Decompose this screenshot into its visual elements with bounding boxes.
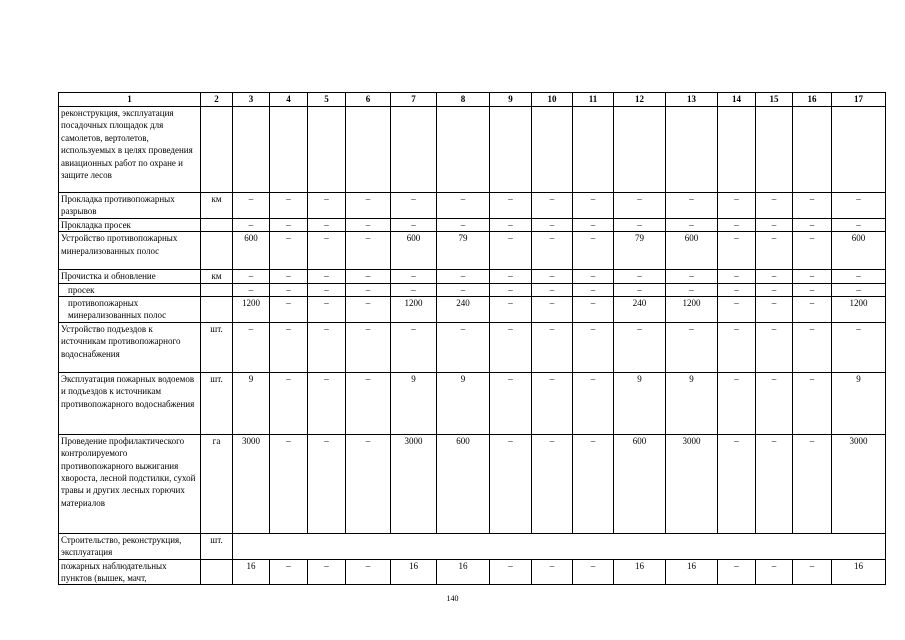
value-cell: – <box>793 283 832 296</box>
value-cell: – <box>391 322 437 372</box>
value-cell: – <box>666 322 718 372</box>
value-cell: – <box>437 322 490 372</box>
value-cell: 9 <box>233 372 270 434</box>
value-cell: – <box>756 218 793 231</box>
row-name-cell: реконструкция, эксплуатация посадочных площадок для самолетов, вертолетов, используемых в целях проведения авиационных работ по охране и защите лесов <box>59 107 201 193</box>
value-cell: 9 <box>614 372 666 434</box>
row-name-cell: просек <box>59 283 201 296</box>
value-cell: – <box>532 322 573 372</box>
value-cell: – <box>832 193 886 219</box>
column-header-10: 10 <box>532 93 573 107</box>
value-cell: – <box>532 232 573 270</box>
value-cell: – <box>666 193 718 219</box>
value-cell: – <box>832 283 886 296</box>
table-row <box>59 283 886 296</box>
value-cell: – <box>308 559 346 585</box>
value-cell: – <box>270 372 308 434</box>
value-cell: – <box>756 283 793 296</box>
value-cell: – <box>308 372 346 434</box>
value-cell: – <box>532 218 573 231</box>
value-cell <box>832 107 886 193</box>
unit-cell: шт. <box>201 372 233 434</box>
value-cell: – <box>308 232 346 270</box>
value-cell <box>666 107 718 193</box>
value-cell: – <box>573 218 614 231</box>
value-cell: 600 <box>666 232 718 270</box>
value-cell: – <box>270 434 308 533</box>
value-cell <box>346 107 391 193</box>
value-cell: – <box>793 193 832 219</box>
value-cell: – <box>793 559 832 585</box>
unit-cell: шт. <box>201 322 233 372</box>
value-cell: – <box>573 232 614 270</box>
table-row <box>59 322 886 372</box>
unit-cell: км <box>201 270 233 283</box>
unit-cell <box>201 297 233 323</box>
value-cell <box>233 107 270 193</box>
value-cell: – <box>614 193 666 219</box>
value-cell: 9 <box>832 372 886 434</box>
value-cell: – <box>490 297 532 323</box>
value-cell: 3000 <box>391 434 437 533</box>
column-header-1: 1 <box>59 93 201 107</box>
value-cell: – <box>346 232 391 270</box>
value-cell: – <box>718 283 756 296</box>
value-cell: – <box>308 434 346 533</box>
forest-fire-measures-table <box>58 92 886 585</box>
table-row <box>59 107 886 193</box>
value-cell: 16 <box>614 559 666 585</box>
value-cell: – <box>832 218 886 231</box>
value-cell <box>756 107 793 193</box>
value-cell: – <box>490 559 532 585</box>
value-cell: – <box>490 218 532 231</box>
value-cell <box>718 107 756 193</box>
value-cell: 600 <box>614 434 666 533</box>
value-cell: 16 <box>666 559 718 585</box>
value-cell: 1200 <box>832 297 886 323</box>
value-cell: – <box>532 283 573 296</box>
value-cell: 600 <box>233 232 270 270</box>
value-cell: – <box>346 270 391 283</box>
column-header-11: 11 <box>573 93 614 107</box>
value-cell: 600 <box>437 434 490 533</box>
value-cell: 3000 <box>832 434 886 533</box>
row-name-cell: Устройство подъездов к источникам противопожарного водоснабжения <box>59 322 201 372</box>
unit-cell: км <box>201 193 233 219</box>
value-cell: – <box>346 193 391 219</box>
value-cell <box>614 107 666 193</box>
page-number: 140 <box>446 594 459 603</box>
value-cell: 1200 <box>391 297 437 323</box>
value-cell: – <box>756 559 793 585</box>
value-cell: – <box>718 193 756 219</box>
value-cell: – <box>490 193 532 219</box>
column-header-15: 15 <box>756 93 793 107</box>
value-cell: – <box>270 559 308 585</box>
value-cell <box>391 107 437 193</box>
value-cell: – <box>346 283 391 296</box>
column-header-12: 12 <box>614 93 666 107</box>
value-cell: – <box>233 270 270 283</box>
value-cell: – <box>756 322 793 372</box>
value-cell: – <box>346 434 391 533</box>
value-cell: – <box>490 372 532 434</box>
value-cell: – <box>756 297 793 323</box>
value-cell: – <box>718 322 756 372</box>
value-cell: – <box>718 372 756 434</box>
row-name-cell: противопожарных минерализованных полос <box>59 297 201 323</box>
value-cell <box>573 107 614 193</box>
column-header-8: 8 <box>437 93 490 107</box>
table-row <box>59 232 886 270</box>
value-cell: – <box>573 283 614 296</box>
value-cell: – <box>270 283 308 296</box>
column-header-4: 4 <box>270 93 308 107</box>
value-cell <box>490 107 532 193</box>
value-cell: – <box>233 193 270 219</box>
value-cell: – <box>718 232 756 270</box>
table-row <box>59 270 886 283</box>
value-cell: – <box>573 559 614 585</box>
value-cell: – <box>270 297 308 323</box>
column-header-17: 17 <box>832 93 886 107</box>
column-header-16: 16 <box>793 93 832 107</box>
value-cell: – <box>756 434 793 533</box>
value-cell: – <box>793 322 832 372</box>
value-cell: 16 <box>233 559 270 585</box>
value-cell: – <box>346 297 391 323</box>
value-cell: 16 <box>832 559 886 585</box>
value-cell: – <box>718 559 756 585</box>
value-cell: – <box>270 193 308 219</box>
row-name-cell: Прочистка и обновление <box>59 270 201 283</box>
value-cell: 1200 <box>233 297 270 323</box>
value-cell: – <box>308 322 346 372</box>
value-cell: – <box>666 270 718 283</box>
value-cell: 9 <box>391 372 437 434</box>
value-cell: – <box>666 283 718 296</box>
column-header-6: 6 <box>346 93 391 107</box>
value-cell: – <box>532 270 573 283</box>
unit-cell: га <box>201 434 233 533</box>
value-cell: – <box>437 270 490 283</box>
value-cell: 240 <box>614 297 666 323</box>
row-name-cell: пожарных наблюдательных пунктов (вышек, мачт, <box>59 559 201 585</box>
value-cell: – <box>308 193 346 219</box>
column-header-7: 7 <box>391 93 437 107</box>
column-header-3: 3 <box>233 93 270 107</box>
value-cell <box>532 107 573 193</box>
value-cell: – <box>573 270 614 283</box>
value-cell: 79 <box>614 232 666 270</box>
table-row <box>59 372 886 434</box>
value-cell: 9 <box>666 372 718 434</box>
value-cell: – <box>308 218 346 231</box>
value-cell: – <box>756 372 793 434</box>
row-name-cell: Прокладка противопожарных разрывов <box>59 193 201 219</box>
value-cell: 16 <box>391 559 437 585</box>
value-cell: – <box>832 322 886 372</box>
column-header-14: 14 <box>718 93 756 107</box>
value-cell: – <box>532 372 573 434</box>
value-cell: – <box>233 283 270 296</box>
value-cell: – <box>832 270 886 283</box>
value-cell: – <box>346 322 391 372</box>
value-cell: – <box>437 218 490 231</box>
column-header-9: 9 <box>490 93 532 107</box>
value-cell: – <box>666 218 718 231</box>
value-cell: – <box>308 270 346 283</box>
value-cell: – <box>391 193 437 219</box>
value-cell: – <box>614 218 666 231</box>
value-cell: – <box>308 283 346 296</box>
table-row <box>59 434 886 533</box>
value-cell: – <box>233 322 270 372</box>
value-cell: – <box>756 270 793 283</box>
unit-cell: шт. <box>201 533 233 559</box>
value-cell: – <box>346 372 391 434</box>
value-cell: – <box>793 297 832 323</box>
value-cell: 16 <box>437 559 490 585</box>
value-cell: – <box>391 270 437 283</box>
table-row <box>59 193 886 219</box>
value-cell: – <box>573 193 614 219</box>
table-header-row <box>59 93 886 107</box>
value-cell: – <box>391 218 437 231</box>
value-cell: – <box>490 232 532 270</box>
value-cell: – <box>573 322 614 372</box>
value-cell: – <box>490 283 532 296</box>
table-row <box>59 559 886 585</box>
value-cell: – <box>614 283 666 296</box>
row-name-cell: Устройство противопожарных минерализованных полос <box>59 232 201 270</box>
row-name-cell: Прокладка просек <box>59 218 201 231</box>
value-cell: – <box>490 434 532 533</box>
unit-cell <box>201 559 233 585</box>
value-cell <box>437 107 490 193</box>
value-cell: – <box>718 270 756 283</box>
value-cell: – <box>532 434 573 533</box>
value-cell: – <box>573 434 614 533</box>
value-cell: – <box>573 297 614 323</box>
unit-cell <box>201 283 233 296</box>
value-cell: – <box>614 270 666 283</box>
value-cell: – <box>391 283 437 296</box>
value-cell: – <box>270 270 308 283</box>
unit-cell <box>201 232 233 270</box>
unit-cell <box>201 218 233 231</box>
value-cell: – <box>793 232 832 270</box>
value-cell: – <box>793 372 832 434</box>
value-cell: – <box>793 270 832 283</box>
table-row <box>59 297 886 323</box>
column-header-13: 13 <box>666 93 718 107</box>
value-cell: – <box>308 297 346 323</box>
value-cell: – <box>270 322 308 372</box>
row-name-cell: Эксплуатация пожарных водоемов и подъездов к источникам противопожарного водоснабжения <box>59 372 201 434</box>
value-cell: – <box>270 218 308 231</box>
value-cell: – <box>718 434 756 533</box>
value-cell: 79 <box>437 232 490 270</box>
value-cell: 600 <box>832 232 886 270</box>
value-cell: – <box>490 270 532 283</box>
value-cell <box>793 107 832 193</box>
value-cell: – <box>718 297 756 323</box>
value-cell: 1200 <box>666 297 718 323</box>
value-cell: – <box>793 218 832 231</box>
column-header-2: 2 <box>201 93 233 107</box>
value-cell: – <box>437 283 490 296</box>
value-cell: – <box>573 372 614 434</box>
value-cell: – <box>793 434 832 533</box>
value-cell: – <box>532 297 573 323</box>
merged-empty-cell <box>233 533 886 559</box>
value-cell: – <box>532 193 573 219</box>
unit-cell <box>201 107 233 193</box>
value-cell: – <box>756 193 793 219</box>
value-cell: 240 <box>437 297 490 323</box>
value-cell: – <box>346 559 391 585</box>
value-cell <box>270 107 308 193</box>
value-cell: – <box>437 193 490 219</box>
value-cell: 3000 <box>233 434 270 533</box>
value-cell: 9 <box>437 372 490 434</box>
value-cell <box>308 107 346 193</box>
value-cell: – <box>756 232 793 270</box>
table-row <box>59 218 886 231</box>
value-cell: – <box>614 322 666 372</box>
value-cell: 3000 <box>666 434 718 533</box>
value-cell: – <box>490 322 532 372</box>
value-cell: 600 <box>391 232 437 270</box>
value-cell: – <box>346 218 391 231</box>
row-name-cell: Строительство, реконструкция, эксплуатация <box>59 533 201 559</box>
value-cell: – <box>718 218 756 231</box>
table-row <box>59 533 886 559</box>
value-cell: – <box>532 559 573 585</box>
row-name-cell: Проведение профилактического контролируемого противопожарного выжигания хвороста, лесной подстилки, сухой травы и других лесных горючих материалов <box>59 434 201 533</box>
value-cell: – <box>270 232 308 270</box>
column-header-5: 5 <box>308 93 346 107</box>
value-cell: – <box>233 218 270 231</box>
